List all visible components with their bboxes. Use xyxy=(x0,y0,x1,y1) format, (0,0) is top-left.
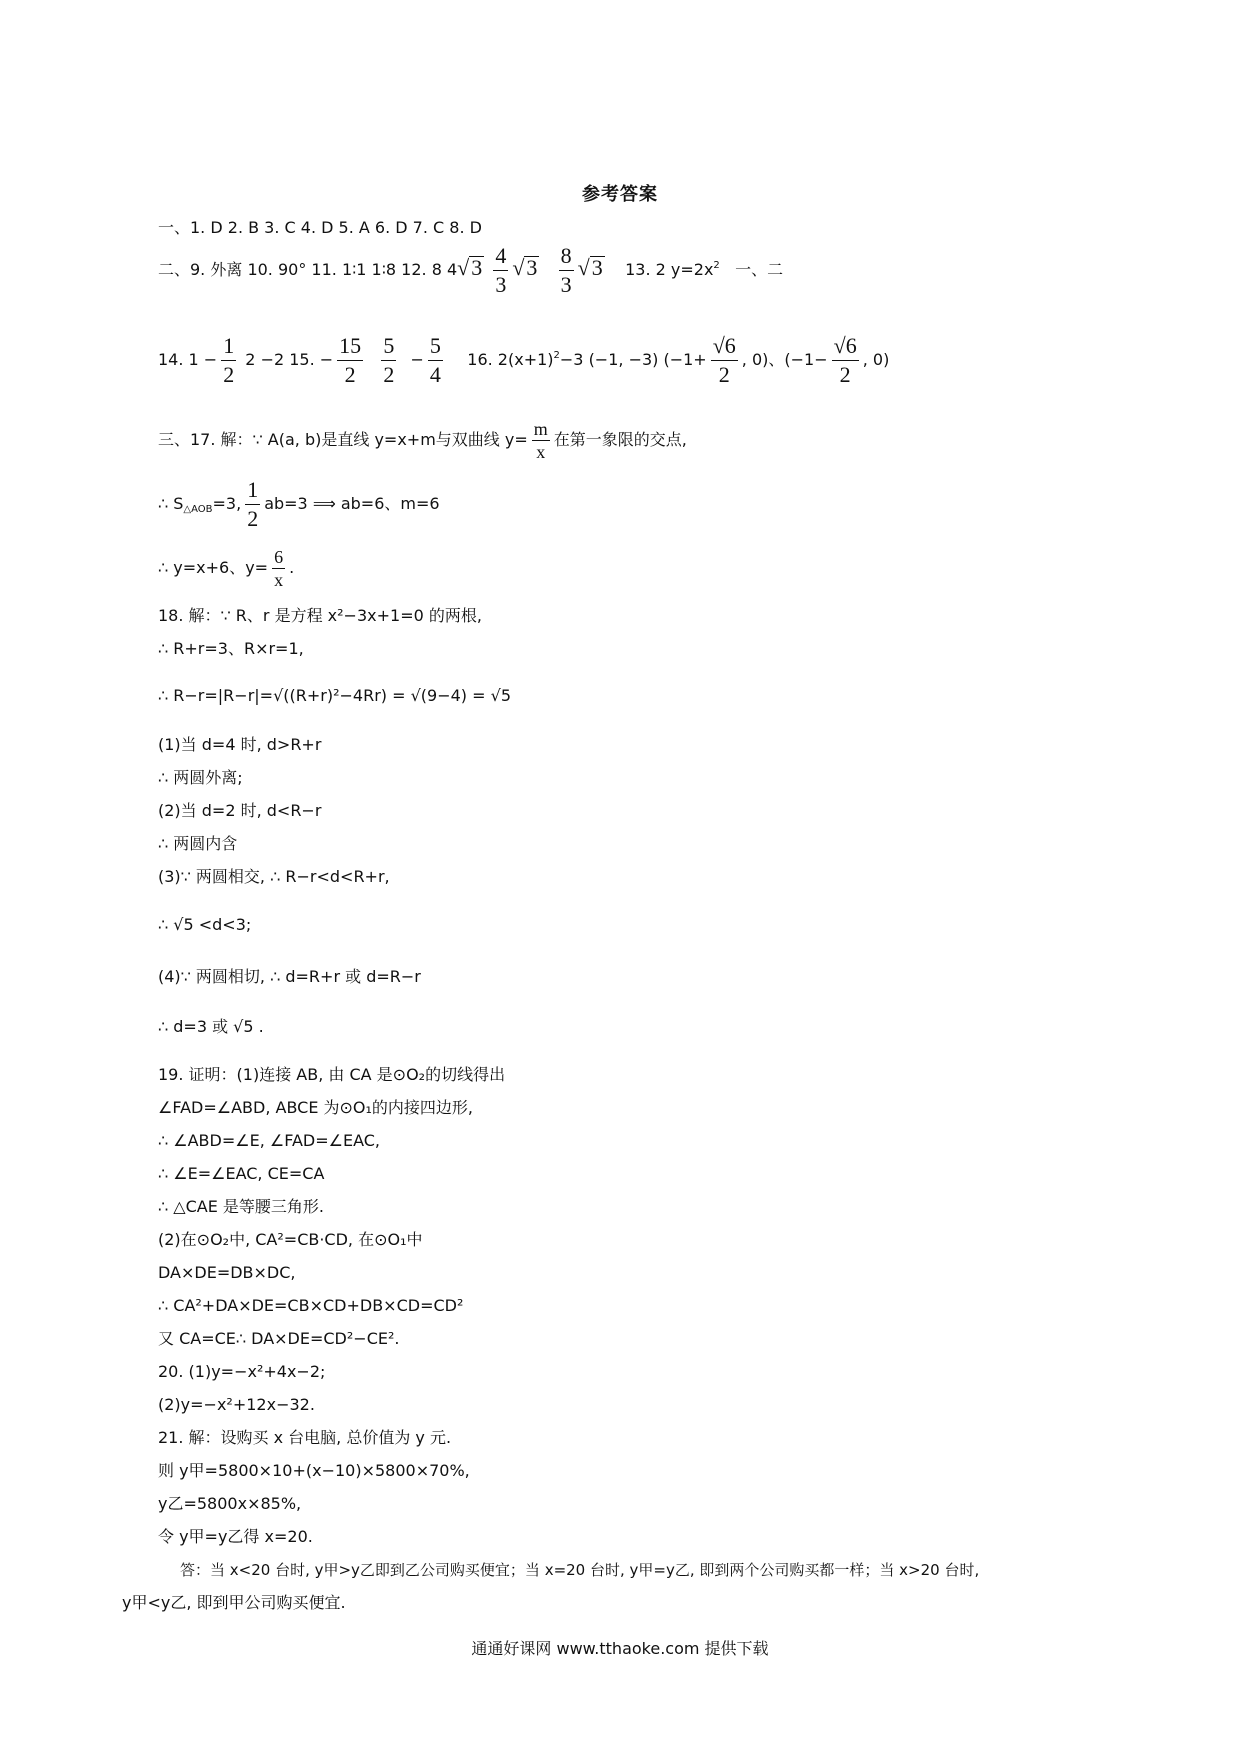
s3-text-d: −3 (−1, −3) (−1+ xyxy=(559,350,707,369)
q18-line: ∴ √5 <d<3; xyxy=(158,915,252,934)
q18-line: (1)当 d=4 时, d>R+r xyxy=(158,735,322,754)
q21-line: y乙=5800x×85%, xyxy=(158,1494,302,1513)
q19-line: DA×DE=DB×DC, xyxy=(158,1263,296,1282)
q20-line: 20. (1)y=−x²+4x−2; xyxy=(158,1362,326,1381)
page-title: 参考答案 xyxy=(582,184,658,205)
q18-line: ∴ 两圆内含 xyxy=(158,834,238,853)
q19-line: ∴ △CAE 是等腰三角形. xyxy=(158,1197,324,1216)
fraction-sqrt6-2-a: $\frac{√6}{2}$ xyxy=(712,333,736,387)
q18-line: ∴ R+r=3、R×r=1, xyxy=(158,639,304,658)
footer-text: 通通好课网 www.tthaoke.com 提供下载 xyxy=(471,1639,769,1658)
fraction-5-4: $\frac{5}{4}$ xyxy=(429,333,441,387)
q18-line: 18. 解：∵ R、r 是方程 x²−3x+1=0 的两根, xyxy=(158,606,482,625)
q18-line: (4)∵ 两圆相切, ∴ d=R+r 或 d=R−r xyxy=(158,967,421,986)
q17-text-3a: ∴ y=x+6、y= xyxy=(158,558,269,577)
answer-line-s3: 14. 1 − $\frac{1}{2}$ 2 −2 15. − $\frac{15}{2}$ $\frac{5}{2}$ − $\frac{5}{4}$ 16. $2(x+1)^2-3$ (−1, −3) (−1+ $\frac{√6}{2}$ , 0)、(−1− $\frac{√6}{2}$ , 0) xyxy=(158,333,890,387)
q19-line: ∴ CA²+DA×DE=CB×CD+DB×CD=CD² xyxy=(158,1296,464,1315)
fraction-8-3: $\frac{8}{3}$ xyxy=(560,243,572,297)
q17-line-1 xyxy=(158,412,687,468)
q17-line-3 xyxy=(158,540,294,596)
fraction-1-2-q17: $\frac{1}{2}$ xyxy=(247,477,259,531)
q18-line: ∴ R−r=|R−r|=√((R+r)²−4Rr) = √(9−4) = √5 xyxy=(158,686,511,705)
fraction-1-2: $\frac{1}{2}$ xyxy=(223,333,235,387)
q17-subscript: △AOB xyxy=(183,504,213,515)
q17-text-1a: 三、17. 解：∵ A(a, b)是直线 y=x+m与双曲线 y= xyxy=(158,430,528,449)
q21-line: 21. 解：设购买 x 台电脑, 总价值为 y 元. xyxy=(158,1428,452,1447)
q21-line: 则 y甲=5800×10+(x−10)×5800×70%, xyxy=(158,1461,470,1480)
q18-line: (3)∵ 两圆相交, ∴ R−r<d<R+r, xyxy=(158,867,390,886)
q21-line: y甲<y乙, 即到甲公司购买便宜. xyxy=(122,1593,346,1612)
q21-line: 令 y甲=y乙得 x=20. xyxy=(158,1527,313,1546)
q19-line: (2)在⊙O₂中, CA²=CB·CD, 在⊙O₁中 xyxy=(158,1230,423,1249)
s3-text-b: 2 −2 15. − xyxy=(245,350,334,369)
fraction-4-3: $\frac{4}{3}$ xyxy=(495,243,507,297)
answer-line-s1: 一、1. D 2. B 3. C 4. D 5. A 6. D 7. C 8. D xyxy=(158,218,482,237)
q17-line-2 xyxy=(158,476,440,538)
fraction-15-2: $\frac{15}{2}$ xyxy=(339,333,362,387)
s3-text-c: 16. 2(x+1) xyxy=(467,350,554,369)
q19-line: 19. 证明：(1)连接 AB, 由 CA 是⊙O₂的切线得出 xyxy=(158,1065,506,1084)
fraction-m-x: $\frac{m}{x}$ xyxy=(533,419,548,462)
s3-text-a: 14. 1 − xyxy=(158,350,218,369)
q18-line: ∴ 两圆外离; xyxy=(158,768,243,787)
answer-line-s2: 二、9. 外离 10. 90° 11. 1∶1 1∶8 12. 8 4√3 $\frac{4}{3}$ √3 $\frac{8}{3}$ √3 13. 2 $y=2x^2$ 一、二 xyxy=(158,243,784,297)
q21-line: 答：当 x<20 台时, y甲>y乙即到乙公司购买便宜；当 x=20 台时, y甲=y乙, 即到两个公司购买都一样；当 x>20 台时, xyxy=(180,1561,980,1579)
q17-text-3b: . xyxy=(289,558,295,577)
q18-line: (2)当 d=2 时, d<R−r xyxy=(158,801,322,820)
q17-text-2c: ab=3 ⟹ ab=6、m=6 xyxy=(264,494,440,513)
q19-line: 又 CA=CE∴ DA×DE=CD²−CE². xyxy=(158,1329,400,1348)
sqrt-3-b: √3 xyxy=(512,255,538,280)
fraction-5-2: $\frac{5}{2}$ xyxy=(383,333,395,387)
s2-text-a: 二、9. 外离 10. 90° 11. 1∶1 1∶8 12. 8 4 xyxy=(158,260,458,279)
q17-text-2b: =3, xyxy=(212,494,242,513)
q20-line: (2)y=−x²+12x−32. xyxy=(158,1395,315,1414)
sqrt-3-a: √3 xyxy=(457,255,483,280)
s3-text-e: , 0)、(−1− xyxy=(741,350,828,369)
s2-text-c: 一、二 xyxy=(735,260,784,279)
q19-line: ∴ ∠E=∠EAC, CE=CA xyxy=(158,1164,325,1183)
q17-text-1b: 在第一象限的交点, xyxy=(553,430,687,449)
q17-text-2a: ∴ S xyxy=(158,494,184,513)
sqrt-3-c: √3 xyxy=(577,255,603,280)
q18-line: ∴ d=3 或 √5 . xyxy=(158,1017,264,1036)
s3-text-g: , 0) xyxy=(862,350,890,369)
s2-text-b: 13. 2 y=2x xyxy=(625,260,714,279)
fraction-sqrt6-2-b: $\frac{√6}{2}$ xyxy=(833,333,857,387)
q19-line: ∴ ∠ABD=∠E, ∠FAD=∠EAC, xyxy=(158,1131,381,1150)
q19-line: ∠FAD=∠ABD, ABCE 为⊙O₁的内接四边形, xyxy=(158,1098,474,1117)
fraction-6-x: $\frac{6}{x}$ xyxy=(274,547,284,590)
